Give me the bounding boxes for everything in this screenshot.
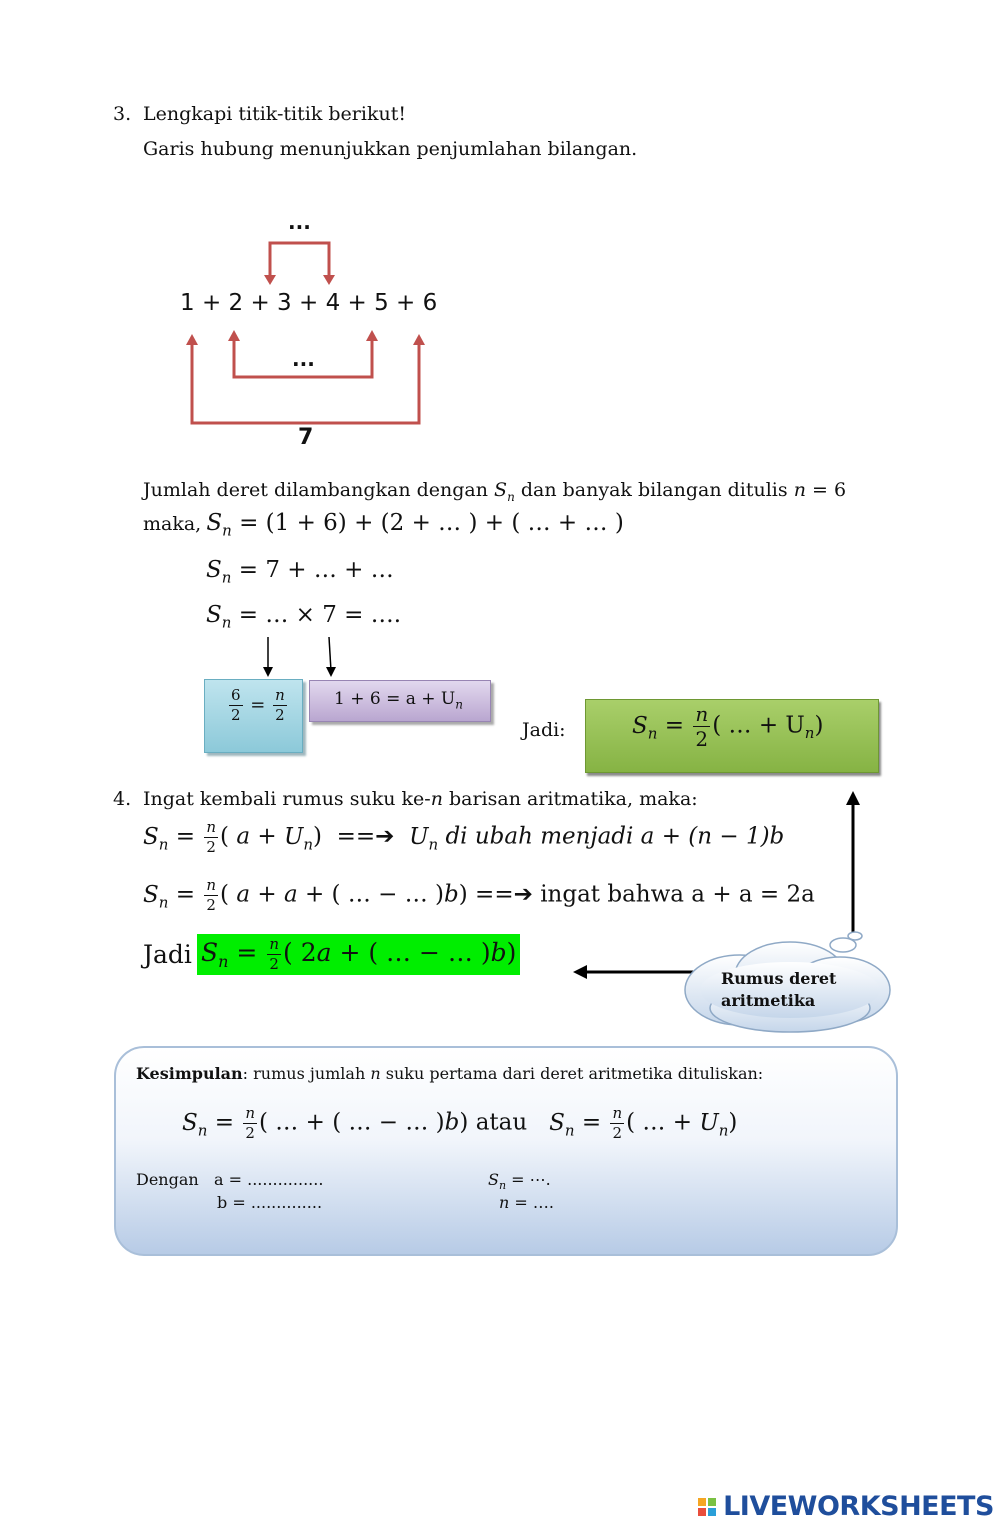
- dengan-label: Dengan: [136, 1170, 199, 1189]
- q4-number: 4.: [113, 788, 132, 810]
- maka-line-3: $S_n$ = … × 7 = ….: [206, 602, 402, 632]
- q4-line-1: $S_n$ = $\frac{n}{2}$ ( $a + U_n$) ==➔ $U_n$ di ubah menjadi a + (n − 1)b: [143, 818, 785, 856]
- hint-arrows: [255, 635, 345, 680]
- brand-name: LIVEWORKSHEETS: [723, 1491, 994, 1522]
- sn-blank: $S_n$ = ⋯.: [488, 1170, 551, 1193]
- a-blank: a = ...............: [214, 1170, 324, 1189]
- q3-subtitle: Garis hubung menunjukkan penjumlahan bilangan.: [143, 138, 638, 160]
- number-sequence: 1 + 2 + 3 + 4 + 5 + 6: [180, 290, 438, 316]
- pairing-lines: [170, 205, 440, 460]
- kesimpulan-box: [114, 1046, 898, 1256]
- cloud-label: Rumus deret aritmetika: [721, 969, 837, 1010]
- hint-box-n-over-2: $\frac{6}{2}$ = $\frac{n}{2}$: [204, 679, 303, 753]
- kesimpulan-intro: Kesimpulan: rumus jumlah n suku pertama dari deret aritmetika dituliskan:: [136, 1064, 764, 1083]
- q4-title: Ingat kembali rumus suku ke-n barisan aritmatika, maka:: [143, 788, 698, 810]
- liveworksheets-logo: [698, 1491, 994, 1522]
- kesimpulan-formulas: $S_n$ = $\frac{n}{2}$ ( … + ( … − … )b) atau $S_n$ = $\frac{n}{2}$ ( … + $U_n$): [182, 1104, 738, 1142]
- q4-line-3: Jadi $S_n$ = $\frac{n}{2}$ ( 2a + ( … − … )b): [143, 934, 520, 975]
- logo-icon: [698, 1496, 718, 1518]
- jadi-label: Jadi:: [522, 719, 566, 741]
- maka-line-2: $S_n = 7$ + … + …: [206, 557, 394, 587]
- sn-highlight-formula: $S_n$ = $\frac{n}{2}$ ( 2a + ( … − … )b): [197, 934, 520, 975]
- q4-line-2: $S_n$ = $\frac{n}{2}$ ( a + a + ( … − … )b) ==➔ ingat bahwa a + a = 2a: [143, 876, 815, 914]
- top-pair-sum: ...: [288, 210, 311, 234]
- middle-pair-sum: ...: [292, 347, 315, 371]
- maka-line-1: maka, $S_n = (1 + 6) + (2$ + … ) + ( … + … ): [143, 510, 624, 540]
- q3-title: Lengkapi titik-titik berikut!: [143, 103, 406, 125]
- pairing-diagram: [170, 205, 440, 460]
- sn-formula-box: $S_n$ = $\frac{n}{2}$ ( … + $U_n$): [585, 699, 879, 773]
- jumlah-deret-text: Jumlah deret dilambangkan dengan $S_n$ dan banyak bilangan ditulis n = 6: [143, 479, 847, 504]
- b-blank: b = ..............: [217, 1193, 323, 1212]
- q3-number: 3.: [113, 103, 132, 125]
- hint-box-a-plus-un: $1 + 6 = a + U_n$: [309, 680, 491, 722]
- outer-pair-sum: 7: [298, 425, 314, 450]
- n-blank: n = ….: [499, 1193, 554, 1212]
